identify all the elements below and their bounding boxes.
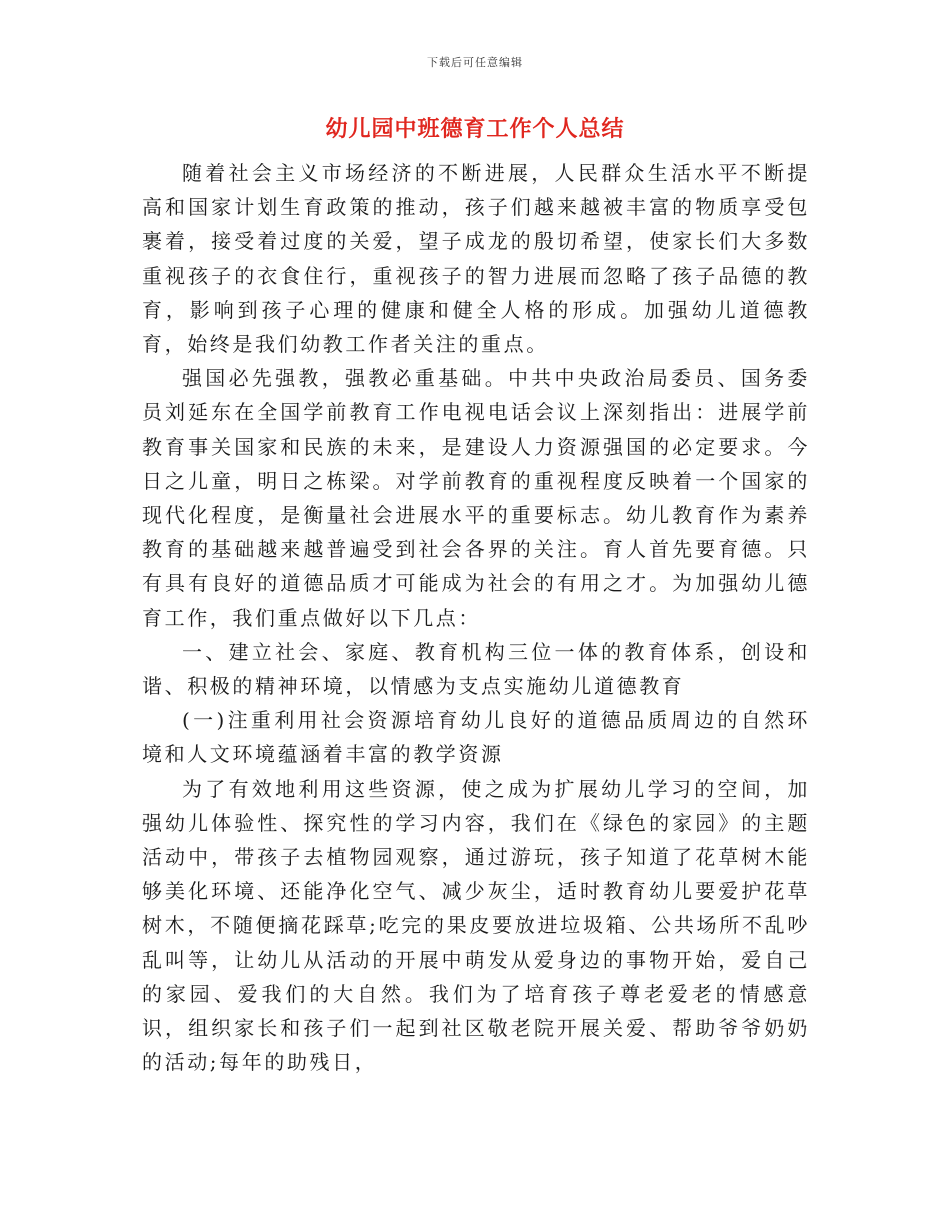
paragraph-3: 一、建立社会、家庭、教育机构三位一体的教育体系，创设和谐、积极的精神环境，以情感为支点实施幼儿道德教育 <box>142 639 810 699</box>
document-title: 幼儿园中班德育工作个人总结 <box>325 116 625 142</box>
document-body <box>142 156 810 1079</box>
paragraph-4: (一)注重利用社会资源培育幼儿良好的道德品质周边的自然环境和人文环境蕴涵着丰富的教学资源 <box>142 708 810 767</box>
header-note: 下载后可任意编辑 <box>427 56 523 69</box>
paragraph-2: 强国必先强教，强教必重基础。中共中央政治局委员、国务委员刘延东在全国学前教育工作电视电话会议上深刻指出：进展学前教育事关国家和民族的未来，是建设人力资源强国的必定要求。今日之儿童，明日之栋梁。对学前教育的重视程度反映着一个国家的现代化程度，是衡量社会进展水平的重要标志。幼儿教育作为素养教育的基础越来越普遍受到社会各界的关注。育人首先要育德。只有具有良好的道德品质才可能成为社会的有用之才。为加强幼儿德育工作，我们重点做好以下几点： <box>142 366 810 630</box>
paragraph-1: 随着社会主义市场经济的不断进展，人民群众生活水平不断提高和国家计划生育政策的推动，孩子们越来越被丰富的物质享受包裹着，接受着过度的关爱，望子成龙的殷切希望，使家长们大多数重视孩子的衣食住行，重视孩子的智力进展而忽略了孩子品德的教育，影响到孩子心理的健康和健全人格的形成。加强幼儿道德教育，始终是我们幼教工作者关注的重点。 <box>142 161 810 357</box>
paragraph-5: 为了有效地利用这些资源，使之成为扩展幼儿学习的空间，加强幼儿体验性、探究性的学习内容，我们在《绿色的家园》的主题活动中，带孩子去植物园观察，通过游玩，孩子知道了花草树木能够美化环境、还能净化空气、减少灰尘，适时教育幼儿要爱护花草树木，不随便摘花踩草;吃完的果皮要放进垃圾箱、公共场所不乱吵乱叫等，让幼儿从活动的开展中萌发从爱身边的事物开始，爱自己的家园、爱我们的大自然。我们为了培育孩子尊老爱老的情感意识，组织家长和孩子们一起到社区敬老院开展关爱、帮助爷爷奶奶的活动;每年的助残日， <box>142 776 810 1075</box>
